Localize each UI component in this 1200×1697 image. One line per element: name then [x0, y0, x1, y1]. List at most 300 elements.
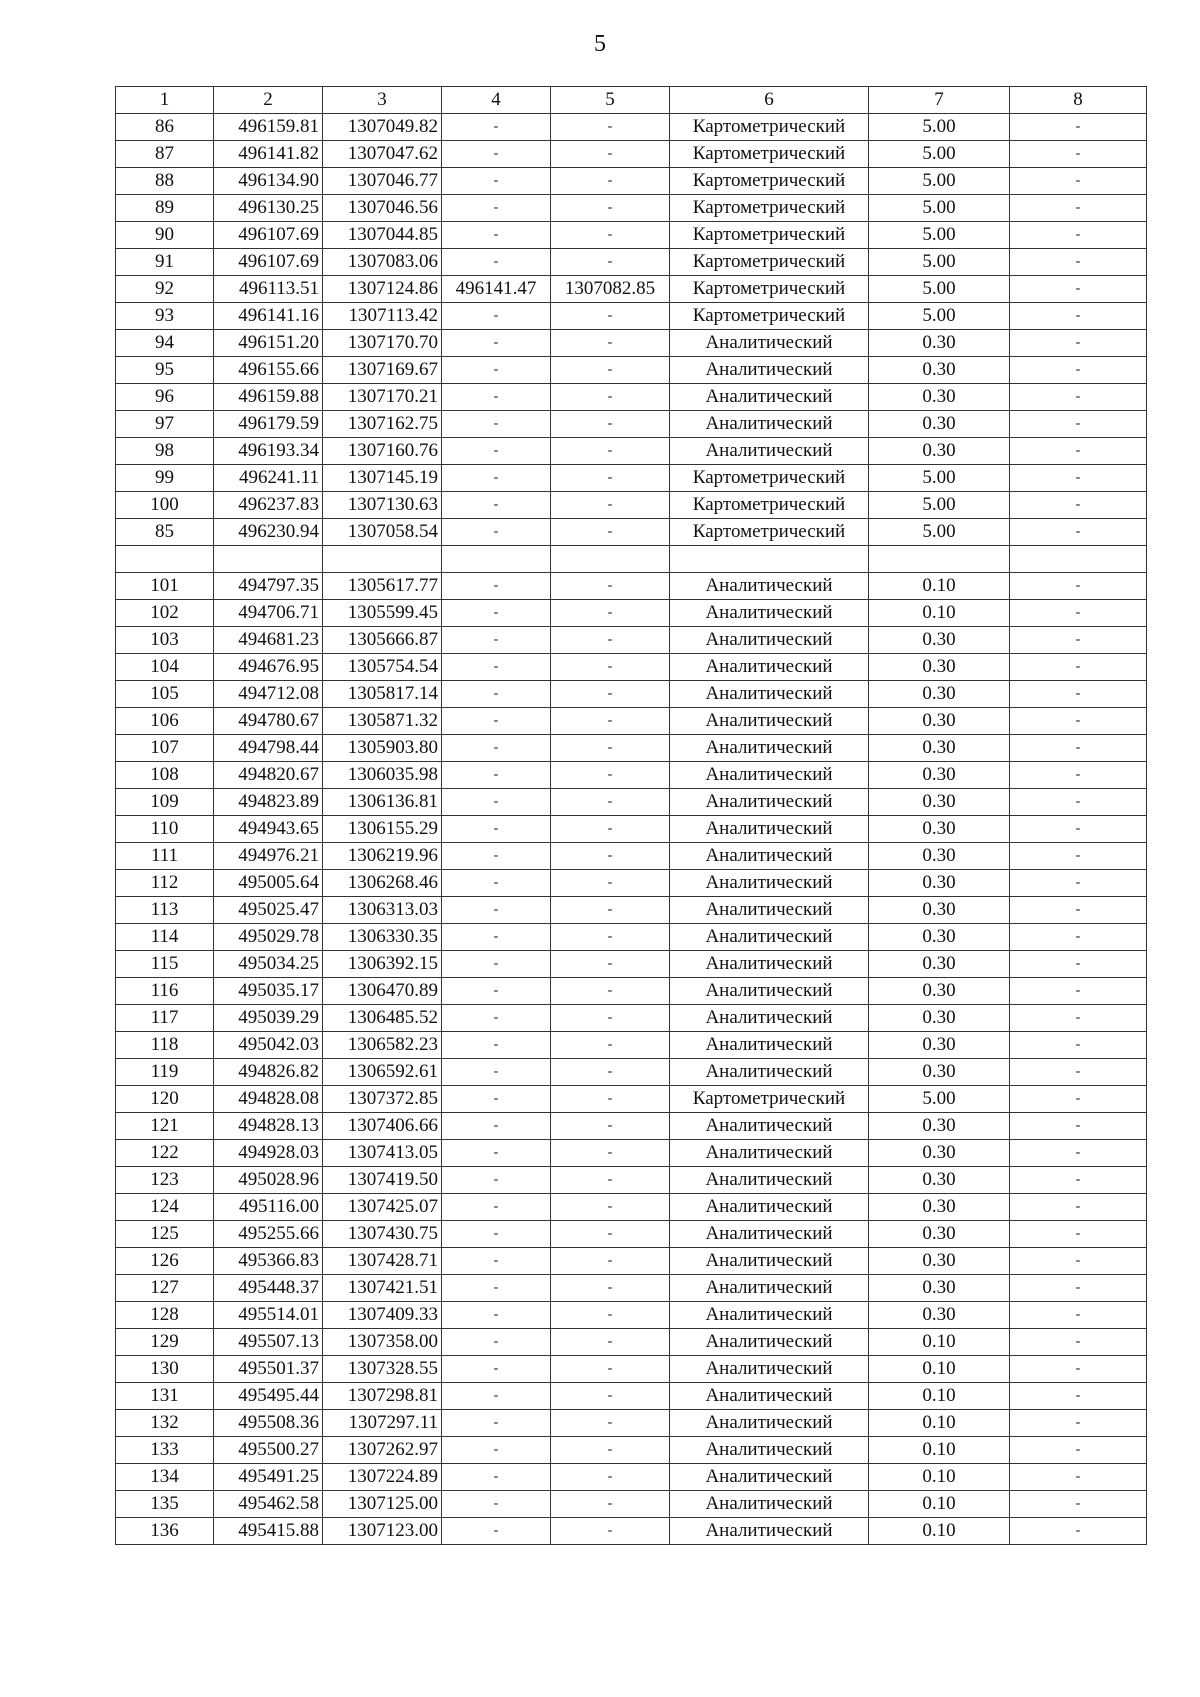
cell-x-coordinate: 495462.58: [214, 1490, 323, 1517]
cell-note: -: [1010, 438, 1147, 465]
cell-x-coordinate: 496134.90: [214, 168, 323, 195]
cell-accuracy: 0.30: [869, 923, 1010, 950]
cell-note: -: [1010, 842, 1147, 869]
cell-y-coordinate: 1305754.54: [323, 653, 442, 680]
cell-point-number: 86: [116, 114, 214, 141]
cell-point-number: 110: [116, 815, 214, 842]
cell-method: Аналитический: [670, 1355, 869, 1382]
cell-y-extra: -: [551, 330, 670, 357]
cell-point-number: 99: [116, 465, 214, 492]
cell-y-coordinate: 1307170.21: [323, 384, 442, 411]
cell-y-coordinate: 1306136.81: [323, 788, 442, 815]
cell-y-coordinate: 1307298.81: [323, 1382, 442, 1409]
cell-x-coordinate: 495448.37: [214, 1274, 323, 1301]
cell-y-coordinate: 1307046.77: [323, 168, 442, 195]
table-row: [116, 411, 1147, 438]
cell-method: Картометрический: [670, 195, 869, 222]
cell-point-number: 119: [116, 1058, 214, 1085]
cell-note: -: [1010, 141, 1147, 168]
cell-accuracy: 5.00: [869, 492, 1010, 519]
table-row: [116, 1382, 1147, 1409]
cell-accuracy: 0.30: [869, 1166, 1010, 1193]
cell-x-extra: -: [442, 1004, 551, 1031]
cell-x-coordinate: 494826.82: [214, 1058, 323, 1085]
cell-y-coordinate: 1306219.96: [323, 842, 442, 869]
cell-x-extra: -: [442, 734, 551, 761]
cell-x-coordinate: 494820.67: [214, 761, 323, 788]
table-row: [116, 842, 1147, 869]
cell-method: Аналитический: [670, 599, 869, 626]
cell-accuracy: 0.30: [869, 1139, 1010, 1166]
cell-x-extra: -: [442, 788, 551, 815]
cell-y-coordinate: 1307406.66: [323, 1112, 442, 1139]
cell-x-extra: -: [442, 896, 551, 923]
cell-y-extra: -: [551, 788, 670, 815]
cell-method: Аналитический: [670, 896, 869, 923]
cell-x-coordinate: 494823.89: [214, 788, 323, 815]
cell-accuracy: 5.00: [869, 222, 1010, 249]
cell-x-extra: -: [442, 1085, 551, 1112]
cell-accuracy: 0.30: [869, 1274, 1010, 1301]
cell-x-coordinate: 494976.21: [214, 842, 323, 869]
table-row: [116, 1328, 1147, 1355]
cell-x-coordinate: 494712.08: [214, 680, 323, 707]
cell-note: -: [1010, 1193, 1147, 1220]
column-header-accuracy: 7: [869, 87, 1010, 114]
cell-note: -: [1010, 1436, 1147, 1463]
cell-y-coordinate: 1306470.89: [323, 977, 442, 1004]
cell-y-extra: [551, 546, 670, 573]
cell-x-extra: -: [442, 1436, 551, 1463]
cell-accuracy: 0.30: [869, 977, 1010, 1004]
cell-note: -: [1010, 1085, 1147, 1112]
cell-point-number: 131: [116, 1382, 214, 1409]
cell-note: -: [1010, 950, 1147, 977]
table-row: [116, 1436, 1147, 1463]
cell-accuracy: 0.30: [869, 1193, 1010, 1220]
cell-x-coordinate: 495508.36: [214, 1409, 323, 1436]
cell-accuracy: 0.30: [869, 1031, 1010, 1058]
cell-point-number: 120: [116, 1085, 214, 1112]
cell-y-extra: -: [551, 492, 670, 519]
cell-note: -: [1010, 519, 1147, 546]
cell-y-extra: -: [551, 1355, 670, 1382]
cell-point-number: 133: [116, 1436, 214, 1463]
page-number: 5: [594, 31, 606, 57]
cell-method: Аналитический: [670, 734, 869, 761]
cell-x-extra: -: [442, 492, 551, 519]
cell-x-coordinate: 495034.25: [214, 950, 323, 977]
table-row: [116, 114, 1147, 141]
cell-point-number: 121: [116, 1112, 214, 1139]
cell-x-extra: -: [442, 1166, 551, 1193]
table-row: [116, 977, 1147, 1004]
cell-x-coordinate: 496159.88: [214, 384, 323, 411]
cell-note: -: [1010, 1112, 1147, 1139]
cell-y-extra: -: [551, 680, 670, 707]
cell-y-coordinate: 1307160.76: [323, 438, 442, 465]
cell-accuracy: 0.10: [869, 599, 1010, 626]
table-row: [116, 465, 1147, 492]
cell-accuracy: 5.00: [869, 195, 1010, 222]
table-row: [116, 438, 1147, 465]
table-row: [116, 896, 1147, 923]
cell-accuracy: 0.30: [869, 438, 1010, 465]
cell-method: Аналитический: [670, 1031, 869, 1058]
table-row: [116, 1193, 1147, 1220]
cell-x-extra: -: [442, 1220, 551, 1247]
cell-method: Аналитический: [670, 411, 869, 438]
cell-point-number: 102: [116, 599, 214, 626]
cell-accuracy: 0.30: [869, 357, 1010, 384]
cell-note: -: [1010, 114, 1147, 141]
cell-x-extra: -: [442, 438, 551, 465]
cell-y-extra: -: [551, 141, 670, 168]
cell-accuracy: 0.10: [869, 1517, 1010, 1544]
cell-y-coordinate: [323, 546, 442, 573]
cell-note: -: [1010, 276, 1147, 303]
table-row: [116, 546, 1147, 573]
cell-method: Аналитический: [670, 1004, 869, 1031]
cell-note: -: [1010, 1220, 1147, 1247]
cell-point-number: 126: [116, 1247, 214, 1274]
column-header-y-coordinate: 3: [323, 87, 442, 114]
cell-method: Аналитический: [670, 1166, 869, 1193]
cell-method: Картометрический: [670, 303, 869, 330]
cell-x-extra: -: [442, 1193, 551, 1220]
cell-y-extra: -: [551, 1247, 670, 1274]
cell-y-coordinate: 1306582.23: [323, 1031, 442, 1058]
cell-accuracy: 0.10: [869, 1409, 1010, 1436]
cell-point-number: 134: [116, 1463, 214, 1490]
cell-x-extra: 496141.47: [442, 276, 551, 303]
cell-y-extra: -: [551, 626, 670, 653]
cell-y-extra: -: [551, 114, 670, 141]
cell-x-extra: -: [442, 761, 551, 788]
cell-y-coordinate: 1307049.82: [323, 114, 442, 141]
cell-method: Картометрический: [670, 519, 869, 546]
cell-y-extra: -: [551, 950, 670, 977]
cell-accuracy: 0.30: [869, 680, 1010, 707]
column-header-point-number: 1: [116, 87, 214, 114]
cell-accuracy: 0.30: [869, 734, 1010, 761]
cell-y-extra: -: [551, 977, 670, 1004]
cell-point-number: 106: [116, 707, 214, 734]
cell-x-coordinate: 496193.34: [214, 438, 323, 465]
cell-point-number: 109: [116, 788, 214, 815]
cell-y-coordinate: 1307409.33: [323, 1301, 442, 1328]
cell-note: -: [1010, 707, 1147, 734]
cell-y-extra: -: [551, 1112, 670, 1139]
cell-y-coordinate: 1307328.55: [323, 1355, 442, 1382]
cell-x-extra: -: [442, 1058, 551, 1085]
cell-y-extra: -: [551, 1031, 670, 1058]
table-row: [116, 303, 1147, 330]
cell-y-coordinate: 1307044.85: [323, 222, 442, 249]
cell-point-number: 88: [116, 168, 214, 195]
cell-point-number: 100: [116, 492, 214, 519]
cell-x-extra: -: [442, 465, 551, 492]
cell-accuracy: 0.30: [869, 653, 1010, 680]
cell-accuracy: 0.30: [869, 1220, 1010, 1247]
cell-y-coordinate: 1307058.54: [323, 519, 442, 546]
table-row: [116, 950, 1147, 977]
cell-x-extra: -: [442, 1274, 551, 1301]
cell-accuracy: 0.30: [869, 761, 1010, 788]
cell-note: -: [1010, 1490, 1147, 1517]
cell-y-extra: -: [551, 1004, 670, 1031]
cell-x-coordinate: 494828.13: [214, 1112, 323, 1139]
cell-note: -: [1010, 815, 1147, 842]
cell-y-extra: -: [551, 1139, 670, 1166]
table-row: [116, 1355, 1147, 1382]
cell-method: Картометрический: [670, 114, 869, 141]
cell-y-coordinate: 1307083.06: [323, 249, 442, 276]
cell-y-coordinate: 1307297.11: [323, 1409, 442, 1436]
cell-point-number: 103: [116, 626, 214, 653]
cell-note: -: [1010, 1517, 1147, 1544]
cell-y-coordinate: 1306268.46: [323, 869, 442, 896]
cell-y-extra: -: [551, 303, 670, 330]
cell-method: Аналитический: [670, 1193, 869, 1220]
column-header-x-coordinate: 2: [214, 87, 323, 114]
cell-y-extra: -: [551, 1193, 670, 1220]
cell-accuracy: 0.30: [869, 707, 1010, 734]
cell-point-number: 117: [116, 1004, 214, 1031]
cell-point-number: 130: [116, 1355, 214, 1382]
cell-method: Картометрический: [670, 141, 869, 168]
cell-x-extra: -: [442, 168, 551, 195]
cell-y-extra: -: [551, 1517, 670, 1544]
cell-note: -: [1010, 168, 1147, 195]
cell-x-coordinate: 496155.66: [214, 357, 323, 384]
cell-point-number: 115: [116, 950, 214, 977]
cell-point-number: 136: [116, 1517, 214, 1544]
cell-x-coordinate: 496241.11: [214, 465, 323, 492]
cell-accuracy: 0.10: [869, 1436, 1010, 1463]
cell-note: -: [1010, 1328, 1147, 1355]
cell-note: -: [1010, 734, 1147, 761]
cell-accuracy: 0.30: [869, 815, 1010, 842]
cell-accuracy: 0.10: [869, 1328, 1010, 1355]
cell-x-extra: -: [442, 1490, 551, 1517]
cell-x-coordinate: 496141.82: [214, 141, 323, 168]
cell-point-number: 98: [116, 438, 214, 465]
cell-x-extra: -: [442, 1112, 551, 1139]
cell-y-extra: -: [551, 168, 670, 195]
cell-note: -: [1010, 1004, 1147, 1031]
cell-x-coordinate: 496141.16: [214, 303, 323, 330]
cell-accuracy: 0.30: [869, 1004, 1010, 1031]
cell-note: -: [1010, 357, 1147, 384]
table-row: [116, 923, 1147, 950]
table-row: [116, 1058, 1147, 1085]
cell-accuracy: 5.00: [869, 249, 1010, 276]
cell-accuracy: 5.00: [869, 519, 1010, 546]
cell-y-coordinate: 1307372.85: [323, 1085, 442, 1112]
table-row: [116, 572, 1147, 599]
cell-y-extra: -: [551, 519, 670, 546]
cell-point-number: [116, 546, 214, 573]
cell-note: -: [1010, 977, 1147, 1004]
cell-accuracy: 0.10: [869, 1490, 1010, 1517]
cell-x-extra: -: [442, 1328, 551, 1355]
cell-y-coordinate: 1306035.98: [323, 761, 442, 788]
column-header-method: 6: [670, 87, 869, 114]
cell-y-extra: -: [551, 1328, 670, 1355]
cell-method: Аналитический: [670, 626, 869, 653]
cell-method: Картометрический: [670, 168, 869, 195]
cell-note: -: [1010, 1463, 1147, 1490]
cell-method: Картометрический: [670, 222, 869, 249]
cell-method: Картометрический: [670, 1085, 869, 1112]
cell-x-coordinate: 494828.08: [214, 1085, 323, 1112]
table-row: [116, 707, 1147, 734]
cell-x-extra: -: [442, 330, 551, 357]
cell-x-extra: -: [442, 519, 551, 546]
cell-x-extra: -: [442, 1382, 551, 1409]
cell-x-extra: -: [442, 869, 551, 896]
cell-x-extra: -: [442, 680, 551, 707]
cell-method: Аналитический: [670, 1328, 869, 1355]
cell-x-coordinate: 495495.44: [214, 1382, 323, 1409]
cell-x-coordinate: 496179.59: [214, 411, 323, 438]
cell-x-coordinate: [214, 546, 323, 573]
cell-accuracy: [869, 546, 1010, 573]
cell-method: Аналитический: [670, 869, 869, 896]
cell-x-extra: -: [442, 815, 551, 842]
cell-y-coordinate: 1307162.75: [323, 411, 442, 438]
cell-y-extra: -: [551, 896, 670, 923]
cell-method: Аналитический: [670, 384, 869, 411]
cell-x-coordinate: 495501.37: [214, 1355, 323, 1382]
cell-method: Аналитический: [670, 1058, 869, 1085]
table-row: [116, 1490, 1147, 1517]
cell-y-extra: -: [551, 923, 670, 950]
cell-x-coordinate: 494676.95: [214, 653, 323, 680]
cell-y-coordinate: 1305903.80: [323, 734, 442, 761]
cell-point-number: 90: [116, 222, 214, 249]
cell-note: -: [1010, 303, 1147, 330]
cell-x-coordinate: 494681.23: [214, 626, 323, 653]
cell-y-coordinate: 1307428.71: [323, 1247, 442, 1274]
table-row: [116, 195, 1147, 222]
cell-accuracy: 0.30: [869, 896, 1010, 923]
cell-x-extra: -: [442, 977, 551, 1004]
cell-x-extra: -: [442, 303, 551, 330]
cell-x-coordinate: 495042.03: [214, 1031, 323, 1058]
cell-y-coordinate: 1305871.32: [323, 707, 442, 734]
cell-point-number: 127: [116, 1274, 214, 1301]
cell-point-number: 105: [116, 680, 214, 707]
cell-x-extra: -: [442, 1301, 551, 1328]
cell-point-number: 112: [116, 869, 214, 896]
cell-method: Аналитический: [670, 1463, 869, 1490]
cell-y-coordinate: 1307130.63: [323, 492, 442, 519]
cell-y-extra: -: [551, 842, 670, 869]
cell-point-number: 93: [116, 303, 214, 330]
cell-y-extra: -: [551, 1382, 670, 1409]
table-row: [116, 1166, 1147, 1193]
cell-note: -: [1010, 492, 1147, 519]
cell-point-number: 96: [116, 384, 214, 411]
cell-method: [670, 546, 869, 573]
cell-x-coordinate: 495507.13: [214, 1328, 323, 1355]
cell-x-extra: -: [442, 114, 551, 141]
cell-x-coordinate: 496159.81: [214, 114, 323, 141]
cell-y-coordinate: 1307046.56: [323, 195, 442, 222]
table-row: [116, 869, 1147, 896]
cell-x-extra: -: [442, 599, 551, 626]
cell-x-coordinate: 495514.01: [214, 1301, 323, 1328]
cell-note: -: [1010, 330, 1147, 357]
table-row: [116, 519, 1147, 546]
cell-y-extra: -: [551, 222, 670, 249]
cell-x-extra: -: [442, 1409, 551, 1436]
cell-note: -: [1010, 1409, 1147, 1436]
cell-x-coordinate: 496151.20: [214, 330, 323, 357]
cell-note: -: [1010, 923, 1147, 950]
cell-accuracy: 0.30: [869, 950, 1010, 977]
cell-note: -: [1010, 195, 1147, 222]
cell-method: Аналитический: [670, 1112, 869, 1139]
cell-y-extra: -: [551, 465, 670, 492]
table-row: [116, 357, 1147, 384]
cell-x-extra: -: [442, 384, 551, 411]
cell-y-coordinate: 1306155.29: [323, 815, 442, 842]
cell-note: -: [1010, 1382, 1147, 1409]
cell-x-coordinate: 494928.03: [214, 1139, 323, 1166]
cell-accuracy: 5.00: [869, 114, 1010, 141]
cell-method: Аналитический: [670, 1409, 869, 1436]
cell-x-extra: -: [442, 653, 551, 680]
cell-y-coordinate: 1306330.35: [323, 923, 442, 950]
cell-accuracy: 0.30: [869, 842, 1010, 869]
cell-method: Аналитический: [670, 1274, 869, 1301]
cell-y-extra: -: [551, 438, 670, 465]
cell-y-coordinate: 1307425.07: [323, 1193, 442, 1220]
table-row: [116, 384, 1147, 411]
cell-accuracy: 0.30: [869, 330, 1010, 357]
table-row: [116, 1274, 1147, 1301]
cell-x-extra: -: [442, 1517, 551, 1544]
cell-method: Аналитический: [670, 950, 869, 977]
cell-y-coordinate: 1307419.50: [323, 1166, 442, 1193]
cell-y-coordinate: 1307224.89: [323, 1463, 442, 1490]
cell-x-coordinate: 494780.67: [214, 707, 323, 734]
cell-method: Аналитический: [670, 330, 869, 357]
cell-y-coordinate: 1306392.15: [323, 950, 442, 977]
cell-accuracy: 0.10: [869, 1463, 1010, 1490]
cell-note: -: [1010, 1301, 1147, 1328]
cell-y-extra: -: [551, 815, 670, 842]
cell-x-extra: -: [442, 626, 551, 653]
table-row: [116, 141, 1147, 168]
cell-x-coordinate: 496107.69: [214, 222, 323, 249]
cell-y-extra: -: [551, 1085, 670, 1112]
cell-point-number: 94: [116, 330, 214, 357]
cell-note: -: [1010, 411, 1147, 438]
cell-x-extra: -: [442, 572, 551, 599]
cell-point-number: 128: [116, 1301, 214, 1328]
cell-x-coordinate: 495005.64: [214, 869, 323, 896]
cell-x-extra: -: [442, 222, 551, 249]
column-header-x-extra: 4: [442, 87, 551, 114]
cell-note: [1010, 546, 1147, 573]
cell-x-extra: -: [442, 195, 551, 222]
cell-note: -: [1010, 680, 1147, 707]
column-header-y-extra: 5: [551, 87, 670, 114]
